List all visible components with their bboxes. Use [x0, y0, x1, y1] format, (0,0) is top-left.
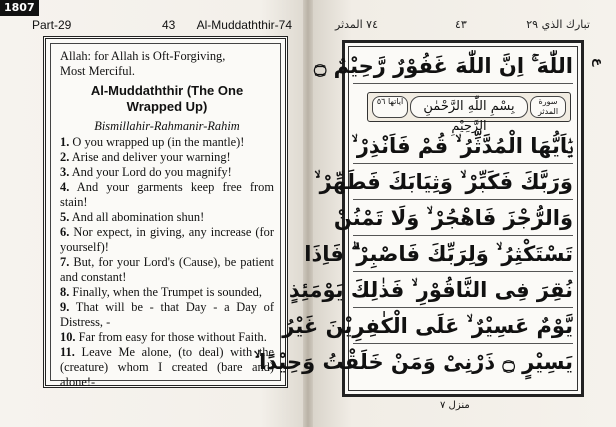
surah-title	[60, 83, 274, 115]
arabic-line: يَسِيْرٍ ۝ ذَرْنِىْ وَمَنْ خَلَقْتُ وَحِيْدًا ۙ	[253, 350, 573, 374]
verse-text: Leave Me alone, (to deal) with the (creature) whom I created (bare and) alone!-	[60, 345, 274, 389]
verse	[60, 255, 274, 285]
left-header	[32, 18, 292, 34]
verse-text: Far from easy for those without Faith.	[75, 330, 267, 344]
verse-text: But, for your Lord's (Cause), be patient and constant!	[60, 255, 274, 284]
arabic-line: يٰۤاَيُّهَا الْمُدَّثِّرُ ۙ قُمْ فَاَنْذِرْ ۙ	[353, 129, 573, 164]
verse	[60, 150, 274, 165]
verse-number: 6.	[60, 225, 70, 239]
verse	[60, 285, 274, 300]
verse	[60, 345, 274, 390]
arabic-line: وَرَبَّكَ فَكَبِّرْ ۙ وَثِيَابَكَ فَطَهِّرْ ۙ	[353, 165, 573, 200]
ayat-count-cartouche: اياتها ٥٦	[372, 96, 408, 118]
verse-number: 7.	[60, 255, 70, 269]
verse	[60, 225, 274, 255]
bismillah-arabic: بِسْمِ اللّٰهِ الرَّحْمٰنِ الرَّحِيْمِ	[410, 96, 528, 118]
bismillah-transliteration: Bismillahir-Rahmanir-Rahim	[94, 119, 240, 133]
verse-number: 8.	[60, 285, 70, 299]
part-label: Part-29	[32, 18, 72, 32]
arabic-body	[253, 46, 578, 391]
translation-body	[50, 43, 281, 389]
verse-number: 9.	[60, 300, 70, 314]
verse-text: And your garments keep free from stain!	[60, 180, 274, 209]
verse	[60, 135, 274, 150]
surah-banner	[367, 92, 571, 134]
arabic-line: تَسْتَكْثِرُ ۙ وَلِرَبِّكَ فَاصْبِرْ ۗ فَاِذَا	[353, 237, 573, 272]
verse-number: 11.	[60, 345, 75, 359]
verse-text: Arise and deliver your warning!	[69, 150, 231, 164]
intro-line: Most Merciful.	[60, 64, 136, 78]
verse-text: O you wrapped up (in the mantle)!	[69, 135, 245, 149]
arabic-line: اللّٰهَ ۚ اِنَّ اللّٰهَ غَفُوْرٌ رَّحِيْمٌ ۝	[353, 49, 573, 84]
intro-line: Allah: for Allah is Oft-Forgiving,	[60, 49, 226, 63]
verse-number: 3.	[60, 165, 70, 179]
right-header-part: تبارك الذي ٢٩	[526, 18, 590, 31]
translation-frame	[43, 36, 288, 388]
verse	[60, 330, 274, 345]
right-header	[335, 18, 590, 34]
verse-number: 4.	[60, 180, 70, 194]
arabic-frame	[253, 40, 584, 397]
page-tag: 1807	[0, 0, 39, 16]
verse	[60, 300, 274, 330]
right-header-page: ٤٣	[455, 18, 467, 31]
verse-list	[60, 135, 274, 390]
manzil-footer: منزل ٧	[440, 400, 470, 411]
surah-label: Al-Muddaththir-74	[196, 18, 292, 32]
ruku-mark: ع	[592, 58, 606, 67]
surah-title-line: Al-Muddaththir (The One	[90, 83, 244, 98]
surah-title-line: Wrapped Up)	[126, 99, 208, 114]
arabic-line: نُقِرَ فِى النَّاقُوْرِ ۙ فَذٰلِكَ يَوْمَئِذٍ	[353, 273, 573, 308]
verse-text: Finally, when the Trumpet is sounded,	[69, 285, 262, 299]
verse-number: 1.	[60, 135, 70, 149]
verse-text: And all abomination shun!	[69, 210, 205, 224]
surah-name-cartouche: سورة المدثر	[530, 96, 566, 118]
arabic-line: وَالرُّجْزَ فَاهْجُرْ ۙ وَلَا تَمْنُنْ	[353, 201, 573, 236]
verse-number: 10.	[60, 330, 76, 344]
verse-number: 2.	[60, 150, 70, 164]
arabic-line: يَّوْمٌ عَسِيْرٌ ۙ عَلَى الْكٰفِرِيْنَ غَيْرُ	[353, 309, 573, 344]
verse	[60, 210, 274, 225]
verse-text: That will be - that Day - a Day of Distress, -	[60, 300, 274, 329]
verse-text: Nor expect, in giving, any increase (for yourself)!	[60, 225, 274, 254]
verse	[60, 180, 274, 210]
right-header-surah: ٧٤ المدثر	[335, 18, 378, 31]
verse-number: 5.	[60, 210, 70, 224]
page-number: 43	[162, 18, 176, 32]
verse-text: And your Lord do you magnify!	[69, 165, 232, 179]
verse	[60, 165, 274, 180]
